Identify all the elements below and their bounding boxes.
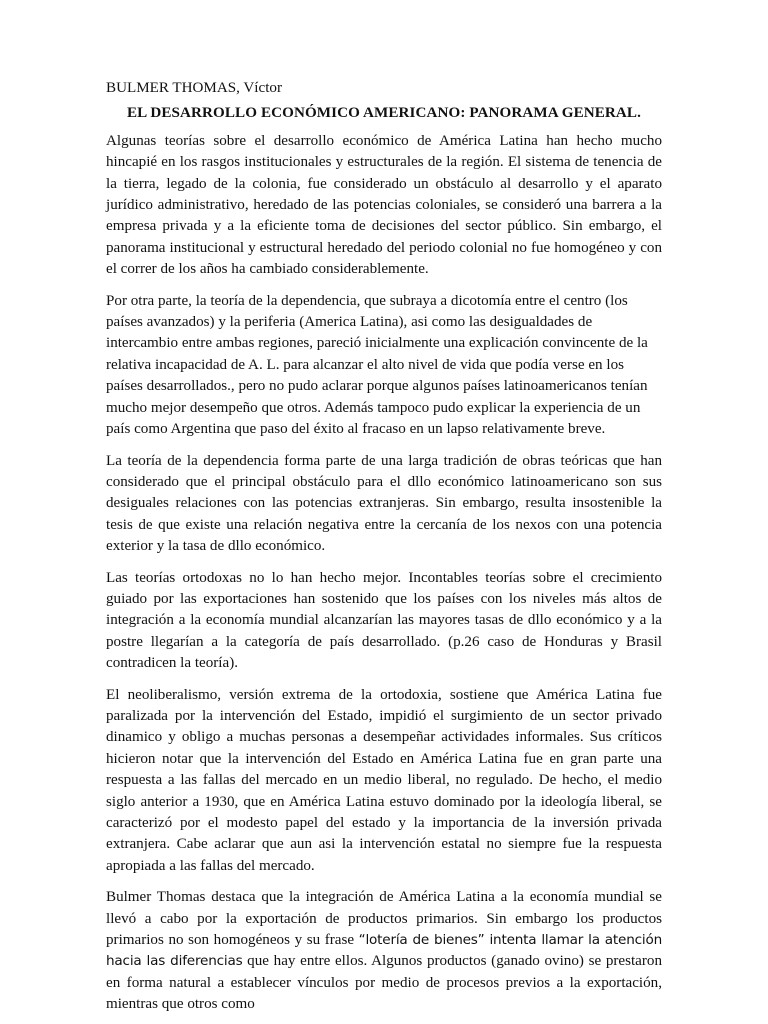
- author-line: BULMER THOMAS, Víctor: [106, 80, 282, 96]
- paragraph-6-part-1: Bulmer Thomas destaca que la integración de América Latina a la economía mundial se llevó a cabo por la exportación de productos primarios. Sin embargo los productos primarios no son homogéneos y su frase: [106, 889, 662, 949]
- paragraph-5: El neoliberalismo, versión extrema de la ortodoxia, sostiene que América Latina fue paralizada por la intervención del Estado, impidió el surgimiento de un sector privado dinamico y obligo a muchas personas a desempeñar actividades informales. Sus críticos hicieron notar que la intervención del Estado en América Latina fue en gran parte una respuesta a las fallas del mercado en un medio liberal, no regulado. De hecho, el medio siglo anterior a 1930, que en América Latina estuvo dominado por la ideología liberal, se caracterizó por el modesto papel del estado y la importancia de la inversión privada extranjera. Cabe aclarar que aun asi la intervención estatal no siempre fue la respuesta apropiada a las fallas del mercado.: [106, 686, 662, 874]
- paragraph-2: Por otra parte, la teoría de la dependencia, que subraya a dicotomía entre el centro (los países avanzados) y la periferia (America Latina), asi como las desigualdades de intercambio entre ambas regiones, pareció inicialmente una explicación convincente de la relativa incapacidad de A. L. para alcanzar el alto nivel de vida que podía verse en los países desarrollados., pero no pudo aclarar porque algunos países latinoamericanos tenían mucho mejor desempeño que otros. Además tampoco pudo explicar la experiencia de un país como Argentina que paso del éxito al fracaso en un lapso relativamente breve.: [106, 292, 648, 438]
- document-title: EL DESARROLLO ECONÓMICO AMERICANO: PANORAMA GENERAL.: [127, 105, 641, 122]
- paragraph-4: Las teorías ortodoxas no lo han hecho mejor. Incontables teorías sobre el crecimiento guiado por las exportaciones han sostenido que los países con los niveles más altos de integración a la economía mundial alcanzarían las mayores tasas de dllo económico y a la postre llegarían a la categoría de país desarrollado. (p.26 caso de Honduras y Brasil contradicen la teoría).: [106, 569, 662, 672]
- paragraph-6-part-2: “lotería de bienes” intenta llamar la atención hacia las diferencias: [106, 932, 662, 970]
- paragraph-1: Algunas teorías sobre el desarrollo económico de América Latina han hecho mucho hincapié en los rasgos institucionales y estructurales de la región. El sistema de tenencia de la tierra, legado de la colonia, fue considerado un obstáculo al desarrollo y el aparato jurídico administrativo, heredado de las potencias coloniales, se consideró una barrera a la empresa privada y a la eficiente toma de decisiones del sector público. Sin embargo, el panorama institucional y estructural heredado del periodo colonial no fue homogéneo y con el correr de los años ha cambiado considerablemente.: [106, 132, 662, 278]
- paragraph-6: [106, 887, 662, 1015]
- paragraph-6-part-3: que hay entre ellos. Algunos productos (ganado ovino) se prestaron en forma natural a establecer vínculos por medio de procesos previos a la exportación, mientras que otros como: [106, 953, 662, 1013]
- paragraph-3: La teoría de la dependencia forma parte de una larga tradición de obras teóricas que han considerado que el principal obstáculo para el dllo económico latinoamericano son sus desiguales relaciones con las potencias extranjeras. Sin embargo, resulta insostenible la tesis de que existe una relación negativa entre la cercanía de los nexos con una potencia exterior y la tasa de dllo económico.: [106, 452, 662, 555]
